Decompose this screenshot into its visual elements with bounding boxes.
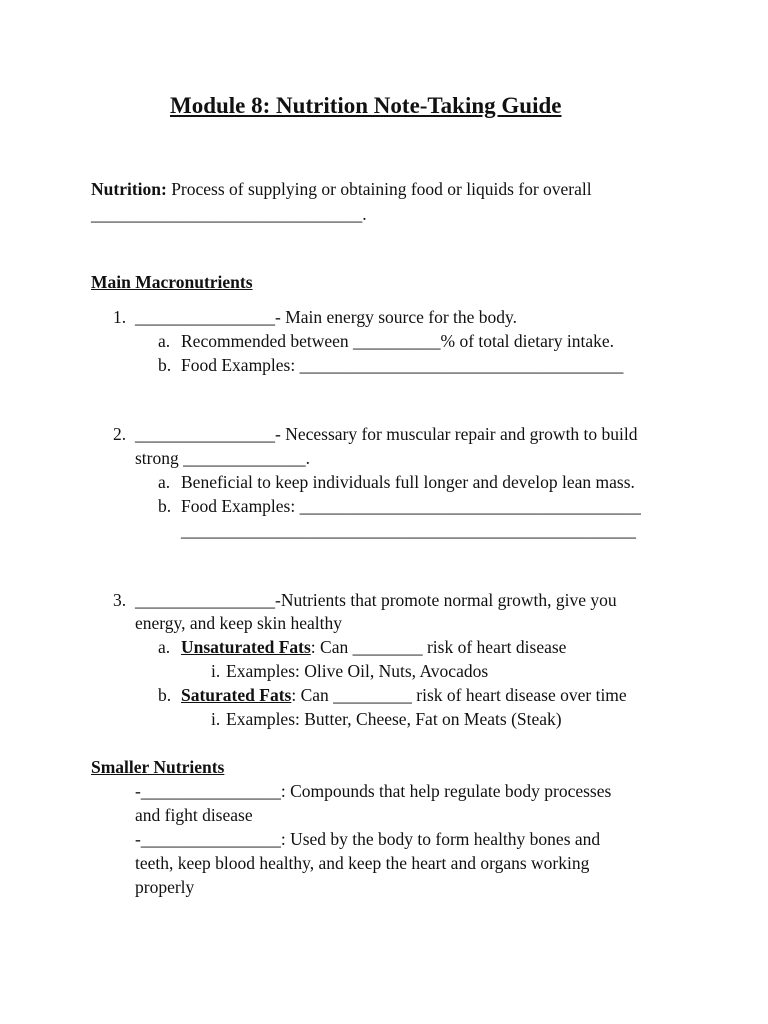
nutrition-label: Nutrition:	[91, 179, 167, 199]
item3-text-line1: ________________-Nutrients that promote normal growth, give you	[135, 590, 617, 610]
item3-number: 3.	[113, 590, 127, 610]
item3-a-i-text: Examples: Olive Oil, Nuts, Avocados	[226, 661, 489, 681]
item3-a-line	[181, 635, 566, 659]
item2-number: 2.	[113, 424, 127, 444]
item2-text-line1: ________________- Necessary for muscular repair and growth to build	[135, 424, 638, 444]
smaller-nutrients-line2: and fight disease	[135, 805, 253, 825]
item1-number: 1.	[113, 307, 127, 327]
unsaturated-fats-text: : Can ________ risk of heart disease	[310, 637, 567, 657]
item1-text: ________________- Main energy source for the body.	[135, 307, 518, 327]
unsaturated-fats-term: Unsaturated Fats	[181, 637, 311, 657]
saturated-fats-text: : Can _________ risk of heart disease over time	[291, 685, 627, 705]
item1-b-label: b.	[158, 355, 172, 375]
smaller-nutrients-line5: properly	[135, 877, 195, 897]
item1-a-label: a.	[158, 331, 171, 351]
item2-b-label: b.	[158, 496, 172, 516]
item1-b-text: Food Examples: _____________________________________	[181, 355, 624, 375]
item1-a-text: Recommended between __________% of total dietary intake.	[181, 331, 614, 351]
item3-a-label: a.	[158, 637, 171, 657]
item2-b-text: Food Examples: _______________________________________	[181, 496, 641, 516]
item2-text-line2: strong ______________.	[135, 448, 310, 468]
smaller-nutrients-heading: Smaller Nutrients	[91, 757, 225, 777]
smaller-nutrients-line4: teeth, keep blood healthy, and keep the heart and organs working	[135, 853, 590, 873]
item2-a-text: Beneficial to keep individuals full longer and develop lean mass.	[181, 472, 635, 492]
smaller-nutrients-line3: -________________: Used by the body to form healthy bones and	[135, 829, 601, 849]
saturated-fats-term: Saturated Fats	[181, 685, 292, 705]
nutrition-definition-line1	[91, 177, 592, 201]
nutrition-definition-text: Process of supplying or obtaining food or liquids for overall	[166, 179, 592, 199]
item2-b-text-line2: ____________________________________________________	[181, 520, 636, 540]
item3-a-i-label: i.	[211, 661, 221, 681]
item3-b-label: b.	[158, 685, 172, 705]
page-title: Module 8: Nutrition Note-Taking Guide	[170, 93, 562, 118]
item3-b-i-label: i.	[211, 709, 221, 729]
smaller-nutrients-line1: -________________: Compounds that help regulate body processes	[135, 781, 612, 801]
item3-b-line	[181, 683, 627, 707]
item3-b-i-text: Examples: Butter, Cheese, Fat on Meats (Steak)	[226, 709, 562, 729]
main-macronutrients-heading: Main Macronutrients	[91, 272, 253, 292]
nutrition-definition-line2: _______________________________.	[91, 204, 367, 224]
item3-text-line2: energy, and keep skin healthy	[135, 613, 343, 633]
item2-a-label: a.	[158, 472, 171, 492]
